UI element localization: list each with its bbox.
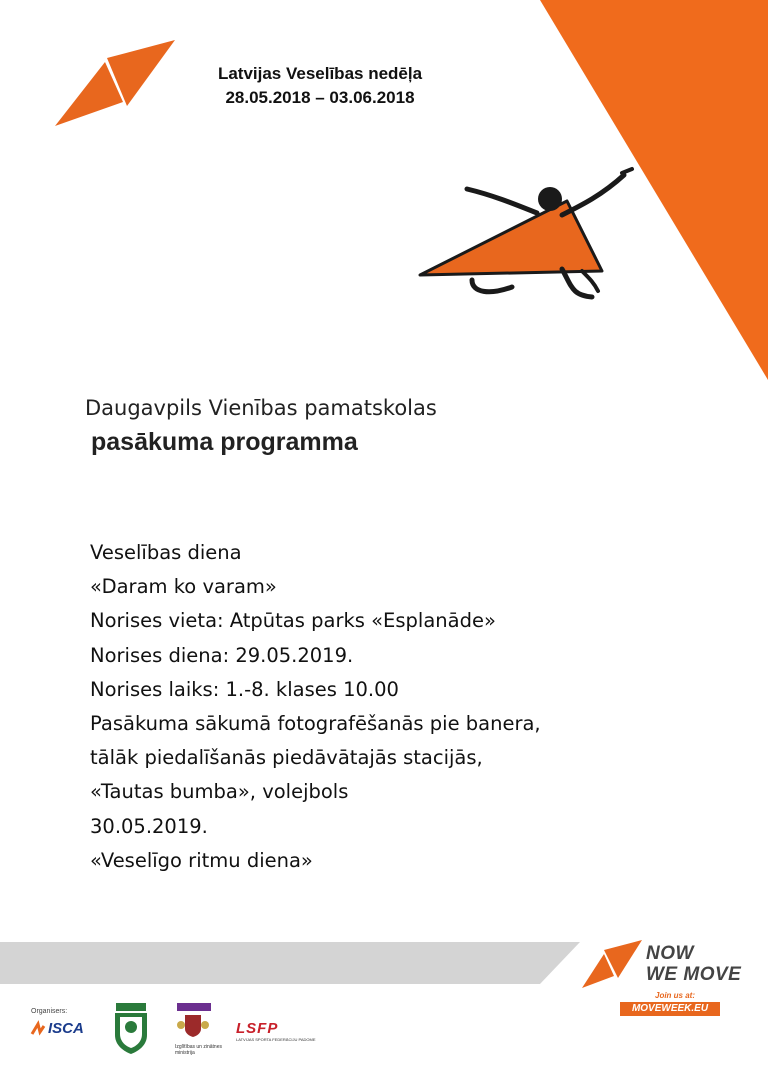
school-name: Daugavpils Vienības pamatskolas [85,396,437,420]
now-we-move-logo-icon [580,938,648,992]
brand-line-1: NOW [646,943,694,964]
detail-line: Norises vieta: Atpūtas parks «Esplanāde» [90,609,496,633]
lisa-shield-logo-icon [112,1001,150,1055]
detail-line: «Veselīgo ritmu diena» [90,848,313,872]
detail-line: Pasākuma sākumā fotografēšanās pie banera, [90,711,541,735]
ministry-purple-bar [177,1003,211,1011]
event-header [150,62,490,110]
detail-line: «Daram ko varam» [90,575,277,599]
program-details [90,536,541,878]
ministry-logo [175,1003,225,1056]
brand-line-2: WE MOVE [646,964,742,985]
event-dates: 28.05.2018 – 03.06.2018 [225,88,415,107]
detail-line: 30.05.2019. [90,814,208,838]
ministry-caption: Izglītības un zinātnes ministrija [175,1044,222,1056]
brand-slogan [646,943,741,985]
program-title: pasākuma programma [91,428,358,456]
moveweek-url[interactable]: MOVEWEEK.EU [620,1002,720,1016]
footer-gray-band [0,938,600,988]
join-label: Join us at: [655,991,696,1000]
lsfp-logo-text: LSFP [236,1020,279,1037]
detail-line: «Tautas bumba», volejbols [90,780,349,804]
lsfp-caption: LATVIJAS SPORTA FEDERĀCIJU PADOME [236,1037,316,1042]
detail-line: tālāk piedalīšanās piedāvātajās stacijās, [90,746,483,770]
running-figure-icon [412,165,637,310]
detail-line: Norises diena: 29.05.2019. [90,643,354,667]
lsfp-logo [236,1020,316,1042]
coat-of-arms-icon [175,1011,211,1039]
isca-logo-text: ISCA [48,1020,84,1037]
detail-line: Veselības diena [90,541,242,564]
event-name: Latvijas Veselības nedēļa [217,64,423,83]
detail-line: Norises laiks: 1.-8. klases 10.00 [90,677,399,701]
organisers-label: Organisers: [31,1008,68,1015]
